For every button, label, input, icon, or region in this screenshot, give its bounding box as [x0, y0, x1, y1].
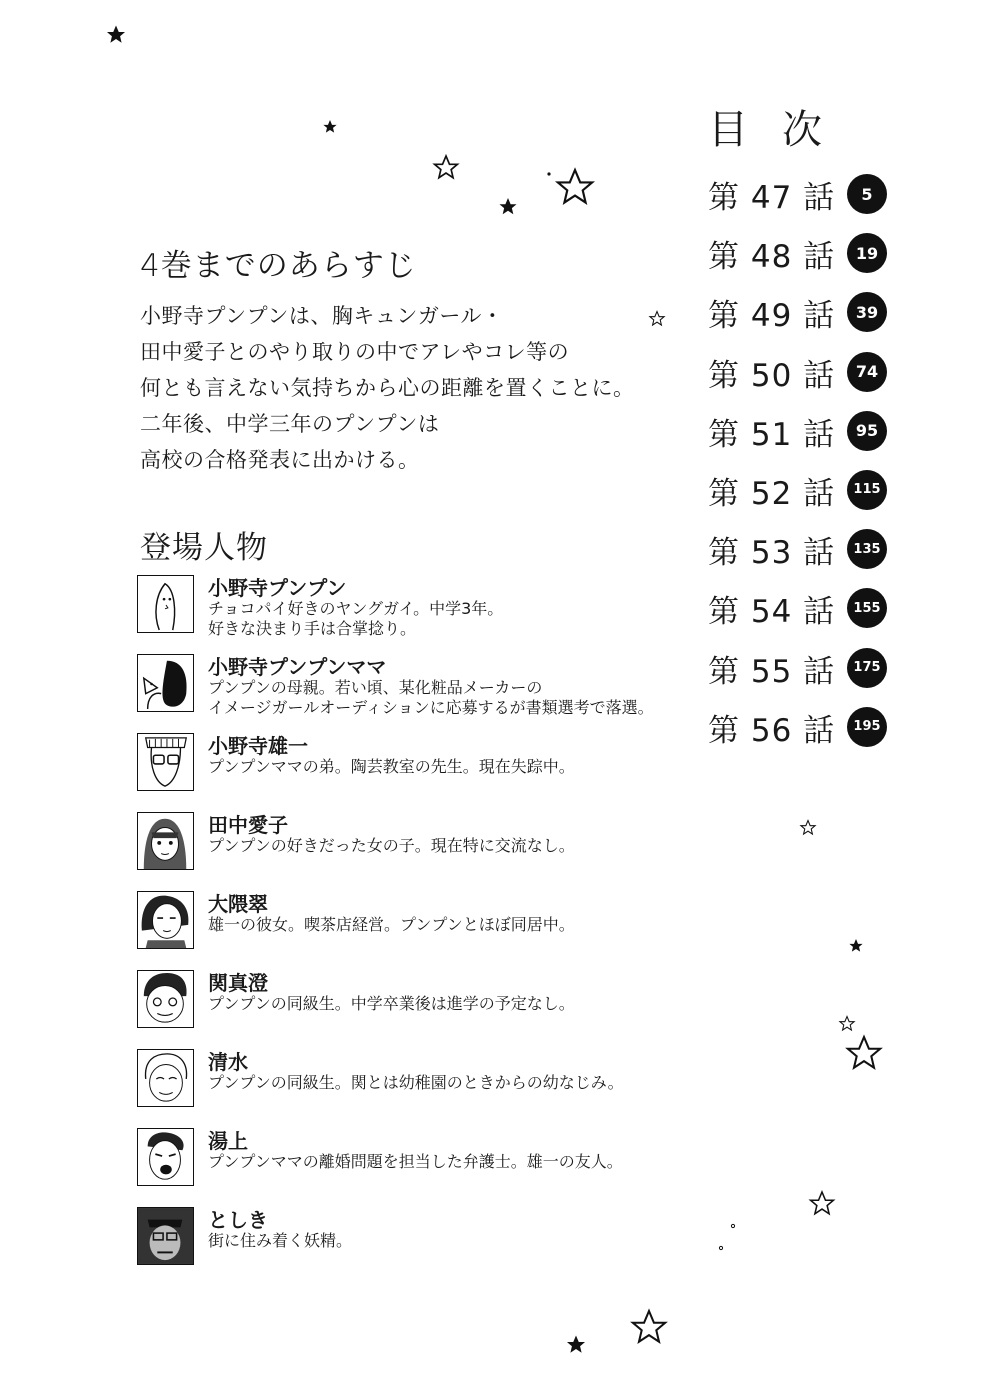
- character-description: [208, 1152, 623, 1172]
- page-number-badge: 135: [847, 529, 887, 569]
- character-entry: [137, 572, 697, 651]
- outline-star-icon: [848, 1037, 880, 1068]
- description-line: プンプンの母親。若い頃、某化粧品メーカーの: [208, 678, 543, 697]
- character-entry: [137, 967, 697, 1046]
- page-number-badge: 39: [847, 292, 887, 332]
- character-name: としき: [208, 1208, 268, 1232]
- toc-item[interactable]: [708, 523, 908, 582]
- character-description: [208, 1231, 352, 1251]
- chapter-label: 第 56 話: [708, 712, 836, 749]
- toc-item[interactable]: [708, 464, 908, 523]
- page-number-badge: 175: [847, 648, 887, 688]
- description-line: イメージガールオーディションに応募するが書類選考で落選。: [208, 698, 654, 717]
- cast-list: [137, 572, 697, 1283]
- outline-star-icon: [801, 821, 815, 835]
- synopsis-heading: 4巻までのあらすじ: [140, 248, 417, 284]
- portrait-toshiki: [137, 1207, 194, 1265]
- outline-star-icon: [633, 1311, 665, 1342]
- chapter-label: 第 55 話: [708, 653, 836, 690]
- character-entry: [137, 1125, 697, 1204]
- outline-star-icon: [811, 1192, 834, 1214]
- chapter-label: 第 49 話: [708, 298, 836, 335]
- character-name: 関真澄: [208, 971, 268, 995]
- chapter-label: 第 51 話: [708, 416, 836, 453]
- chapter-label: 第 50 話: [708, 357, 836, 394]
- toc-item[interactable]: [708, 582, 908, 641]
- page-number-badge: 5: [847, 174, 887, 214]
- character-entry: [137, 888, 697, 967]
- character-name: 大隈翠: [208, 892, 268, 916]
- page-number-badge: 155: [847, 588, 887, 628]
- chapter-label: 第 52 話: [708, 475, 836, 512]
- character-name: 清水: [208, 1050, 248, 1074]
- synopsis-line: 高校の合格発表に出かける。: [140, 448, 420, 472]
- description-line: プンプンママの弟。陶芸教室の先生。現在失踪中。: [208, 757, 575, 776]
- description-line: プンプンママの離婚問題を担当した弁護士。雄一の友人。: [208, 1152, 623, 1171]
- character-description: [208, 1073, 624, 1093]
- description-line: プンプンの同級生。関とは幼稚園のときからの幼なじみ。: [208, 1073, 624, 1092]
- portrait-punpun: [137, 575, 194, 633]
- filled-star-icon: [323, 120, 336, 133]
- description-line: プンプンの同級生。中学卒業後は進学の予定なし。: [208, 994, 575, 1013]
- character-description: [208, 994, 575, 1014]
- character-name: 田中愛子: [208, 813, 288, 837]
- outline-star-icon: [558, 170, 592, 203]
- outline-star-icon: [435, 156, 458, 178]
- toc-item[interactable]: [708, 405, 908, 464]
- character-entry: [137, 809, 697, 888]
- synopsis-line: 田中愛子とのやり取りの中でアレやコレ等の: [140, 340, 570, 364]
- character-entry: [137, 730, 697, 809]
- character-name: 小野寺プンプン: [208, 576, 347, 600]
- toc-item[interactable]: [708, 286, 908, 345]
- portrait-aiko: [137, 812, 194, 870]
- toc-heading: 目次: [708, 107, 856, 153]
- character-description: [208, 836, 575, 856]
- character-description: [208, 599, 503, 639]
- description-line: 街に住み着く妖精。: [208, 1231, 353, 1250]
- chapter-label: 第 48 話: [708, 239, 836, 276]
- synopsis-line: 何とも言えない気持ちから心の距離を置くことに。: [140, 376, 635, 400]
- toc-item[interactable]: [708, 168, 908, 227]
- synopsis-text: [140, 298, 700, 478]
- character-description: [208, 757, 575, 777]
- page-number-badge: 115: [847, 470, 887, 510]
- toc-item[interactable]: [708, 346, 908, 405]
- description-line: 好きな決まり手は合掌捻り。: [208, 619, 417, 638]
- portrait-yuichi: [137, 733, 194, 791]
- chapter-label: 第 54 話: [708, 594, 836, 631]
- toc-item[interactable]: [708, 701, 908, 760]
- portrait-punpun-mama: [137, 654, 194, 712]
- filled-star-icon: [567, 1336, 585, 1353]
- synopsis-line: 二年後、中学三年のプンプンは: [140, 412, 440, 436]
- toc-item[interactable]: [708, 227, 908, 286]
- character-name: 湯上: [208, 1129, 248, 1153]
- portrait-shimizu: [137, 1049, 194, 1107]
- outline-star-icon: [840, 1017, 854, 1031]
- chapter-label: 第 53 話: [708, 535, 836, 572]
- description-line: 雄一の彼女。喫茶店経営。プンプンとほぼ同居中。: [208, 915, 575, 934]
- character-name: 小野寺雄一: [208, 734, 308, 758]
- portrait-yugami: [137, 1128, 194, 1186]
- page-number-badge: 74: [847, 352, 887, 392]
- portrait-masumi: [137, 970, 194, 1028]
- filled-star-icon: [849, 939, 862, 952]
- portrait-midori: [137, 891, 194, 949]
- page-number-badge: 95: [847, 411, 887, 451]
- character-description: [208, 678, 654, 718]
- character-entry: [137, 1046, 697, 1125]
- toc-list: [708, 168, 908, 760]
- toc-item[interactable]: [708, 642, 908, 701]
- character-name: 小野寺プンプンママ: [208, 655, 387, 679]
- character-description: [208, 915, 575, 935]
- description-line: チョコパイ好きのヤングガイ。中学3年。: [208, 599, 504, 618]
- description-line: プンプンの好きだった女の子。現在特に交流なし。: [208, 836, 575, 855]
- page-number-badge: 195: [847, 707, 887, 747]
- chapter-label: 第 47 話: [708, 180, 836, 216]
- character-entry: [137, 1204, 697, 1283]
- cast-heading: 登場人物: [140, 530, 268, 566]
- character-entry: [137, 651, 697, 730]
- page-number-badge: 19: [847, 233, 887, 273]
- filled-star-icon: [107, 26, 125, 43]
- filled-star-icon: [499, 198, 516, 214]
- synopsis-line: 小野寺プンプンは、胸キュンガール・: [140, 304, 504, 328]
